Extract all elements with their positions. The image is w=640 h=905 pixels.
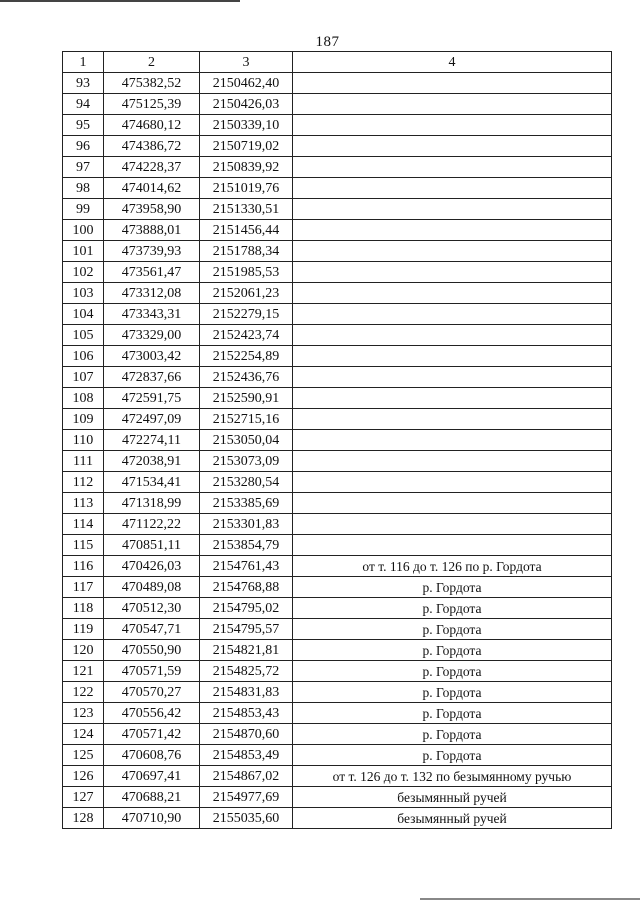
point-number-cell: 105 xyxy=(63,325,104,346)
description-cell xyxy=(293,73,612,94)
point-number-cell: 108 xyxy=(63,388,104,409)
point-number-cell: 118 xyxy=(63,598,104,619)
x-coordinate-cell: 472837,66 xyxy=(104,367,200,388)
y-coordinate-cell: 2154977,69 xyxy=(200,787,293,808)
table-row xyxy=(63,682,612,703)
x-coordinate-cell: 470547,71 xyxy=(104,619,200,640)
x-coordinate-cell: 472497,09 xyxy=(104,409,200,430)
table-row xyxy=(63,703,612,724)
table-row xyxy=(63,535,612,556)
table-row xyxy=(63,556,612,577)
description-cell xyxy=(293,409,612,430)
table-row xyxy=(63,178,612,199)
table-row xyxy=(63,325,612,346)
table-row xyxy=(63,640,612,661)
y-coordinate-cell: 2152590,91 xyxy=(200,388,293,409)
table-row xyxy=(63,283,612,304)
y-coordinate-cell: 2154870,60 xyxy=(200,724,293,745)
point-number-cell: 127 xyxy=(63,787,104,808)
x-coordinate-cell: 474386,72 xyxy=(104,136,200,157)
description-cell: р. Гордота xyxy=(293,598,612,619)
description-cell xyxy=(293,241,612,262)
table-row xyxy=(63,577,612,598)
x-coordinate-cell: 472038,91 xyxy=(104,451,200,472)
y-coordinate-cell: 2153854,79 xyxy=(200,535,293,556)
description-cell xyxy=(293,178,612,199)
x-coordinate-cell: 470851,11 xyxy=(104,535,200,556)
x-coordinate-cell: 474680,12 xyxy=(104,115,200,136)
y-coordinate-cell: 2153050,04 xyxy=(200,430,293,451)
description-cell xyxy=(293,367,612,388)
y-coordinate-cell: 2151330,51 xyxy=(200,199,293,220)
point-number-cell: 116 xyxy=(63,556,104,577)
x-coordinate-cell: 473958,90 xyxy=(104,199,200,220)
description-cell xyxy=(293,493,612,514)
y-coordinate-cell: 2151985,53 xyxy=(200,262,293,283)
header-col-4: 4 xyxy=(293,52,612,73)
table-row xyxy=(63,598,612,619)
table-row xyxy=(63,136,612,157)
x-coordinate-cell: 474014,62 xyxy=(104,178,200,199)
description-cell xyxy=(293,535,612,556)
y-coordinate-cell: 2154853,49 xyxy=(200,745,293,766)
table-row xyxy=(63,745,612,766)
description-cell xyxy=(293,220,612,241)
description-cell xyxy=(293,199,612,220)
header-col-1: 1 xyxy=(63,52,104,73)
table-row xyxy=(63,346,612,367)
y-coordinate-cell: 2154821,81 xyxy=(200,640,293,661)
table-header xyxy=(63,52,612,73)
point-number-cell: 100 xyxy=(63,220,104,241)
description-cell: р. Гордота xyxy=(293,703,612,724)
y-coordinate-cell: 2150462,40 xyxy=(200,73,293,94)
description-cell xyxy=(293,346,612,367)
y-coordinate-cell: 2151788,34 xyxy=(200,241,293,262)
point-number-cell: 111 xyxy=(63,451,104,472)
y-coordinate-cell: 2151019,76 xyxy=(200,178,293,199)
point-number-cell: 98 xyxy=(63,178,104,199)
description-cell xyxy=(293,157,612,178)
point-number-cell: 101 xyxy=(63,241,104,262)
x-coordinate-cell: 472591,75 xyxy=(104,388,200,409)
point-number-cell: 102 xyxy=(63,262,104,283)
point-number-cell: 104 xyxy=(63,304,104,325)
point-number-cell: 94 xyxy=(63,94,104,115)
y-coordinate-cell: 2150719,02 xyxy=(200,136,293,157)
description-cell xyxy=(293,325,612,346)
description-cell xyxy=(293,388,612,409)
point-number-cell: 119 xyxy=(63,619,104,640)
table-row xyxy=(63,661,612,682)
description-cell: р. Гордота xyxy=(293,682,612,703)
y-coordinate-cell: 2152436,76 xyxy=(200,367,293,388)
header-row xyxy=(63,52,612,73)
x-coordinate-cell: 470570,27 xyxy=(104,682,200,703)
point-number-cell: 126 xyxy=(63,766,104,787)
point-number-cell: 125 xyxy=(63,745,104,766)
point-number-cell: 110 xyxy=(63,430,104,451)
table-row xyxy=(63,220,612,241)
x-coordinate-cell: 471534,41 xyxy=(104,472,200,493)
point-number-cell: 124 xyxy=(63,724,104,745)
description-cell: р. Гордота xyxy=(293,724,612,745)
description-cell: безымянный ручей xyxy=(293,808,612,829)
description-cell xyxy=(293,136,612,157)
y-coordinate-cell: 2154768,88 xyxy=(200,577,293,598)
table-row xyxy=(63,388,612,409)
y-coordinate-cell: 2152715,16 xyxy=(200,409,293,430)
y-coordinate-cell: 2152423,74 xyxy=(200,325,293,346)
table-row xyxy=(63,304,612,325)
y-coordinate-cell: 2154853,43 xyxy=(200,703,293,724)
description-cell xyxy=(293,94,612,115)
description-cell: р. Гордота xyxy=(293,661,612,682)
y-coordinate-cell: 2151456,44 xyxy=(200,220,293,241)
description-cell: безымянный ручей xyxy=(293,787,612,808)
x-coordinate-cell: 473329,00 xyxy=(104,325,200,346)
description-cell xyxy=(293,262,612,283)
description-cell: от т. 126 до т. 132 по безымянному ручью xyxy=(293,766,612,787)
point-number-cell: 112 xyxy=(63,472,104,493)
x-coordinate-cell: 473561,47 xyxy=(104,262,200,283)
x-coordinate-cell: 470697,41 xyxy=(104,766,200,787)
description-cell xyxy=(293,472,612,493)
table-row xyxy=(63,409,612,430)
x-coordinate-cell: 470556,42 xyxy=(104,703,200,724)
page-number: 187 xyxy=(315,34,340,50)
description-cell xyxy=(293,451,612,472)
point-number-cell: 122 xyxy=(63,682,104,703)
x-coordinate-cell: 470710,90 xyxy=(104,808,200,829)
y-coordinate-cell: 2152061,23 xyxy=(200,283,293,304)
point-number-cell: 123 xyxy=(63,703,104,724)
y-coordinate-cell: 2154825,72 xyxy=(200,661,293,682)
x-coordinate-cell: 470550,90 xyxy=(104,640,200,661)
point-number-cell: 120 xyxy=(63,640,104,661)
point-number-cell: 95 xyxy=(63,115,104,136)
y-coordinate-cell: 2153073,09 xyxy=(200,451,293,472)
x-coordinate-cell: 473343,31 xyxy=(104,304,200,325)
x-coordinate-cell: 473739,93 xyxy=(104,241,200,262)
description-cell xyxy=(293,304,612,325)
table-row xyxy=(63,199,612,220)
point-number-cell: 107 xyxy=(63,367,104,388)
point-number-cell: 109 xyxy=(63,409,104,430)
y-coordinate-cell: 2154867,02 xyxy=(200,766,293,787)
description-cell: р. Гордота xyxy=(293,577,612,598)
point-number-cell: 93 xyxy=(63,73,104,94)
table-row xyxy=(63,787,612,808)
x-coordinate-cell: 471318,99 xyxy=(104,493,200,514)
scan-edge-mark-top xyxy=(0,0,240,2)
description-cell xyxy=(293,514,612,535)
table-row xyxy=(63,73,612,94)
x-coordinate-cell: 474228,37 xyxy=(104,157,200,178)
description-cell: р. Гордота xyxy=(293,619,612,640)
table-row xyxy=(63,493,612,514)
y-coordinate-cell: 2152279,15 xyxy=(200,304,293,325)
x-coordinate-cell: 470426,03 xyxy=(104,556,200,577)
y-coordinate-cell: 2152254,89 xyxy=(200,346,293,367)
table-row xyxy=(63,157,612,178)
table-row xyxy=(63,115,612,136)
table-row xyxy=(63,619,612,640)
table-row xyxy=(63,430,612,451)
y-coordinate-cell: 2153280,54 xyxy=(200,472,293,493)
y-coordinate-cell: 2154795,57 xyxy=(200,619,293,640)
x-coordinate-cell: 470571,59 xyxy=(104,661,200,682)
point-number-cell: 96 xyxy=(63,136,104,157)
point-number-cell: 113 xyxy=(63,493,104,514)
table-body xyxy=(63,73,612,829)
description-cell: от т. 116 до т. 126 по р. Гордота xyxy=(293,556,612,577)
x-coordinate-cell: 475125,39 xyxy=(104,94,200,115)
header-col-3: 3 xyxy=(200,52,293,73)
table-row xyxy=(63,514,612,535)
coordinates-table xyxy=(62,51,612,829)
x-coordinate-cell: 471122,22 xyxy=(104,514,200,535)
x-coordinate-cell: 470512,30 xyxy=(104,598,200,619)
description-cell xyxy=(293,115,612,136)
point-number-cell: 97 xyxy=(63,157,104,178)
point-number-cell: 103 xyxy=(63,283,104,304)
description-cell: р. Гордота xyxy=(293,745,612,766)
table-row xyxy=(63,724,612,745)
point-number-cell: 121 xyxy=(63,661,104,682)
y-coordinate-cell: 2154795,02 xyxy=(200,598,293,619)
table-row xyxy=(63,241,612,262)
point-number-cell: 106 xyxy=(63,346,104,367)
table-row xyxy=(63,766,612,787)
point-number-cell: 115 xyxy=(63,535,104,556)
description-cell xyxy=(293,283,612,304)
x-coordinate-cell: 473312,08 xyxy=(104,283,200,304)
y-coordinate-cell: 2153301,83 xyxy=(200,514,293,535)
x-coordinate-cell: 470688,21 xyxy=(104,787,200,808)
description-cell: р. Гордота xyxy=(293,640,612,661)
x-coordinate-cell: 473003,42 xyxy=(104,346,200,367)
scan-edge-mark-bottom xyxy=(420,898,640,900)
y-coordinate-cell: 2154761,43 xyxy=(200,556,293,577)
table-row xyxy=(63,94,612,115)
y-coordinate-cell: 2150839,92 xyxy=(200,157,293,178)
point-number-cell: 99 xyxy=(63,199,104,220)
table-row xyxy=(63,262,612,283)
y-coordinate-cell: 2150339,10 xyxy=(200,115,293,136)
point-number-cell: 117 xyxy=(63,577,104,598)
y-coordinate-cell: 2155035,60 xyxy=(200,808,293,829)
x-coordinate-cell: 470608,76 xyxy=(104,745,200,766)
description-cell xyxy=(293,430,612,451)
y-coordinate-cell: 2154831,83 xyxy=(200,682,293,703)
table-row xyxy=(63,367,612,388)
y-coordinate-cell: 2150426,03 xyxy=(200,94,293,115)
x-coordinate-cell: 473888,01 xyxy=(104,220,200,241)
y-coordinate-cell: 2153385,69 xyxy=(200,493,293,514)
point-number-cell: 128 xyxy=(63,808,104,829)
x-coordinate-cell: 472274,11 xyxy=(104,430,200,451)
x-coordinate-cell: 470489,08 xyxy=(104,577,200,598)
header-col-2: 2 xyxy=(104,52,200,73)
x-coordinate-cell: 470571,42 xyxy=(104,724,200,745)
x-coordinate-cell: 475382,52 xyxy=(104,73,200,94)
table-row xyxy=(63,451,612,472)
point-number-cell: 114 xyxy=(63,514,104,535)
table-row xyxy=(63,472,612,493)
table-row xyxy=(63,808,612,829)
